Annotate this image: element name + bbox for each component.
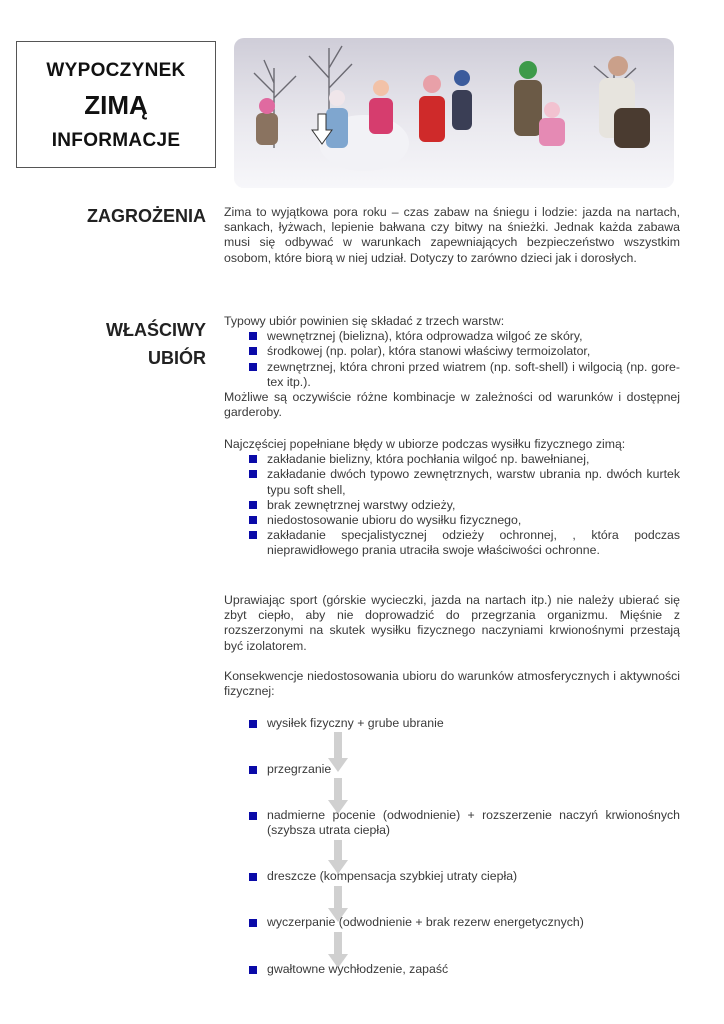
list-item: brak zewnętrznej warstwy odzieży,: [224, 498, 680, 513]
heading-ubior-line-1: WŁAŚCIWY: [106, 320, 206, 340]
heading-ubior: [16, 316, 206, 372]
list-item: środkowej (np. polar), która stanowi właściwy termoizolator,: [224, 344, 680, 359]
flow-item: gwałtowne wychłodzenie, zapaść: [224, 962, 680, 977]
list-item: niedostosowanie ubioru do wysiłku fizycznego,: [224, 513, 680, 528]
flow-item: dreszcze (kompensacja szybkiej utraty ciepła): [224, 869, 680, 884]
winter-children-photo: [234, 38, 674, 188]
title-line-1: WYPOCZYNEK: [46, 60, 186, 81]
flow-item: nadmierne pocenie (odwodnienie) + rozszerzenie naczyń krwionośnych (szybsza utrata ciepła): [224, 808, 680, 838]
layers-intro: Typowy ubiór powinien się składać z trzech warstw:: [224, 314, 505, 328]
list-item: wewnętrznej (bielizna), która odprowadza wilgoć ze skóry,: [224, 329, 680, 344]
list-item: zakładanie dwóch typowo zewnętrznych, warstw ubrania np. dwóch kurtek typu soft shell,: [224, 467, 680, 497]
consequences-flow: [224, 716, 680, 986]
flow-item: wysiłek fizyczny + grube ubranie: [224, 716, 680, 731]
list-item: zakładanie specjalistycznej odzieży ochronnej, , która podczas nieprawidłowego prania utraciła swoje właściwości ochronne.: [224, 528, 680, 558]
flow-item: przegrzanie: [224, 762, 680, 777]
errors-block: [224, 437, 680, 559]
title-line-2: ZIMĄ: [84, 90, 148, 120]
list-item: zakładanie bielizny, która pochłania wilgoć np. bawełnianej,: [224, 452, 680, 467]
sport-text: Uprawiając sport (górskie wycieczki, jazda na nartach itp.) nie należy ubierać się zbyt ciepło, aby nie doprowadzić do przegrzania organizmu. Mięśnie z rozszerzonymi na skutek wysiłku fizycznego naczyniami krwionośnymi przestają być izolatorem.: [224, 593, 680, 653]
title-box: [16, 41, 216, 168]
heading-ubior-line-2: UBIÓR: [148, 348, 206, 368]
list-item: zewnętrznej, która chroni przed wiatrem (np. soft-shell) i wilgocią (np. gore-tex itp.).: [224, 360, 680, 390]
combinations-text: Możliwe są oczywiście różne kombinacje w zależności od warunków i dostępnej garderoby.: [224, 390, 680, 420]
heading-zagrozenia: ZAGROŻENIA: [87, 206, 206, 226]
title-line-3: INFORMACJE: [51, 130, 181, 151]
zagrozenia-text: Zima to wyjątkowa pora roku – czas zabaw na śniegu i lodzie: jazda na nartach, sankach, łyżwach, lepienie bałwana czy bitwy na śnieżki. Jednak każda zabawa musi się odbywać w warunkach zapewniających bezpieczeństwo wszystkim osobom, które biorą w niej udział. Dotyczy to zarówno dzieci jak i dorosłych.: [224, 205, 680, 265]
errors-list: [224, 452, 680, 558]
flow-item: wyczerpanie (odwodnienie + brak rezerw energetycznych): [224, 915, 680, 930]
layers-list: [224, 329, 680, 390]
consequences-intro: Konsekwencje niedostosowania ubioru do warunków atmosferycznych i aktywności fizycznej:: [224, 669, 680, 699]
ubior-block: [224, 314, 680, 420]
errors-intro: Najczęściej popełniane błędy w ubiorze podczas wysiłku fizycznego zimą:: [224, 437, 626, 451]
